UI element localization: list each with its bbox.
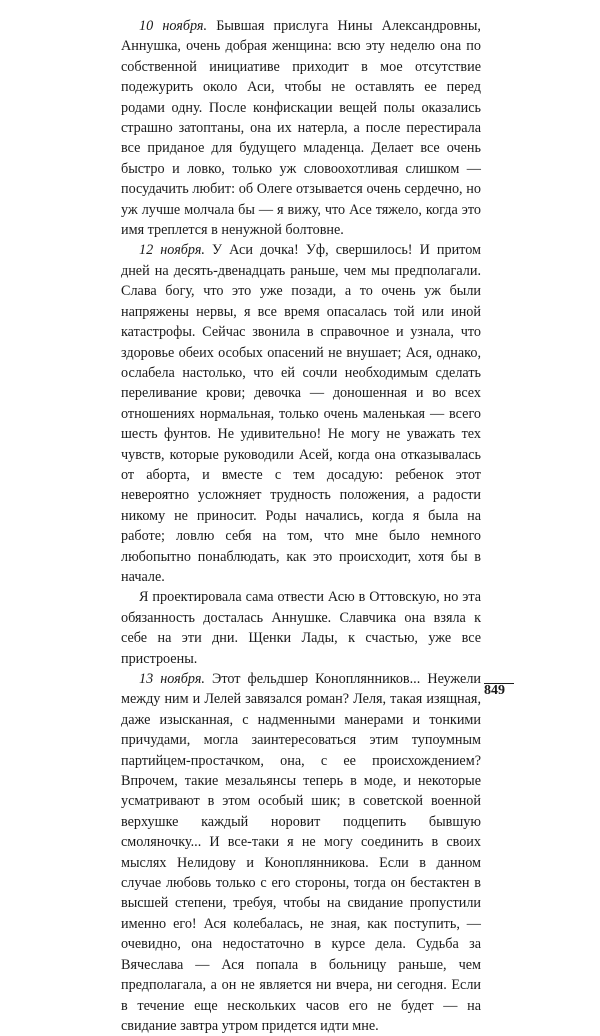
diary-entry-12-november [121, 240, 481, 587]
diary-entry-10-november [121, 16, 481, 240]
entry-date: 10 ноября. [139, 18, 208, 34]
entry-text: Я проектировала сама отвести Асю в Оттовскую, но эта обязанность досталась Аннушке. Славчика она взяла к себе на эти дни. Щенки Лады, к счастью, уже все пристроены. [121, 589, 481, 667]
entry-date: 13 ноября. [139, 671, 205, 687]
page-number: 849 [484, 683, 505, 698]
entry-text: У Аси дочка! Уф, свершилось! И притом дней на десять-двенадцать раньше, чем мы предполагали. Слава богу, что это уже позади, а то очень уж были напряжены нервы, я все время опасалась той или иной катастрофы. Сейчас звонила в справочное и узнала, что здоровье обеих особых опасений не внушает; Ася, однако, ослабела настолько, что ей сочли необходимым сделать переливание крови; девочка — доношенная и во всех отношениях нормальная, только очень маленькая — всего шесть фунтов. Не удивительно! Не могу не уважать тех чувств, которые руководили Асей, когда она отказывалась от аборта, и вместе с тем досадую: ребенок этот невероятно усложняет трудность положения, а радости никому не приносит. Роды начались, когда я была на работе; ловлю себя на том, что мне было немного любопытно понаблюдать, как это происходит, хотя бы в начале. [121, 242, 481, 585]
diary-paragraph-continuation [121, 587, 481, 669]
diary-text-column [121, 16, 481, 1036]
entry-date: 12 ноября. [139, 242, 205, 259]
entry-text: Этот фельдшер Коноплянников... Неужели между ним и Лелей завязался роман? Леля, такая изящная, даже изысканная, с надменными манерами и тонкими причудами, могла заинтересоваться этим тупоумным партийцем-простачком, она, с ее происхождением? Впрочем, такие мезальянсы теперь в моде, и некоторые усматривают в этом особый шик; в советской военной верхушке каждый норовит подцепить бывшую смоляночку... И все-таки я не могу соединить в своих мыслях Нелидову и Коноплянникова. Если в данном случае любовь только с его стороны, тогда он бестактен в высшей степени, требуя, чтобы на свидание пропустили именно его! Ася колебалась, не зная, как поступить, — очевидно, она недостаточно в курсе дела. Судьба за Вячеслава — Ася попала в больницу раньше, чем предполагала, а он не является ни вчера, ни сегодня. Если в течение еще нескольких часов его не будет — на свидание завтра утром придется идти мне. [121, 671, 482, 1034]
entry-text: Бывшая прислуга Нины Александровны, Аннушка, очень добрая женщина: всю эту неделю она по собственной инициативе приходит в мое отсутствие подежурить около Аси, чтобы не оставлять ее перед родами одну. После конфискации вещей полы оказались страшно затоптаны, она их натерла, а после перестирала все приданое для будущего младенца. Делает все очень быстро и ловко, только уж словоохотливая слишком — посудачить любит: об Олеге отзывается очень сердечно, но уж лучше молчала бы — я вижу, что Асе тяжело, когда это имя треплется в ненужной болтовне. [121, 18, 481, 239]
diary-entry-13-november [121, 669, 481, 1036]
